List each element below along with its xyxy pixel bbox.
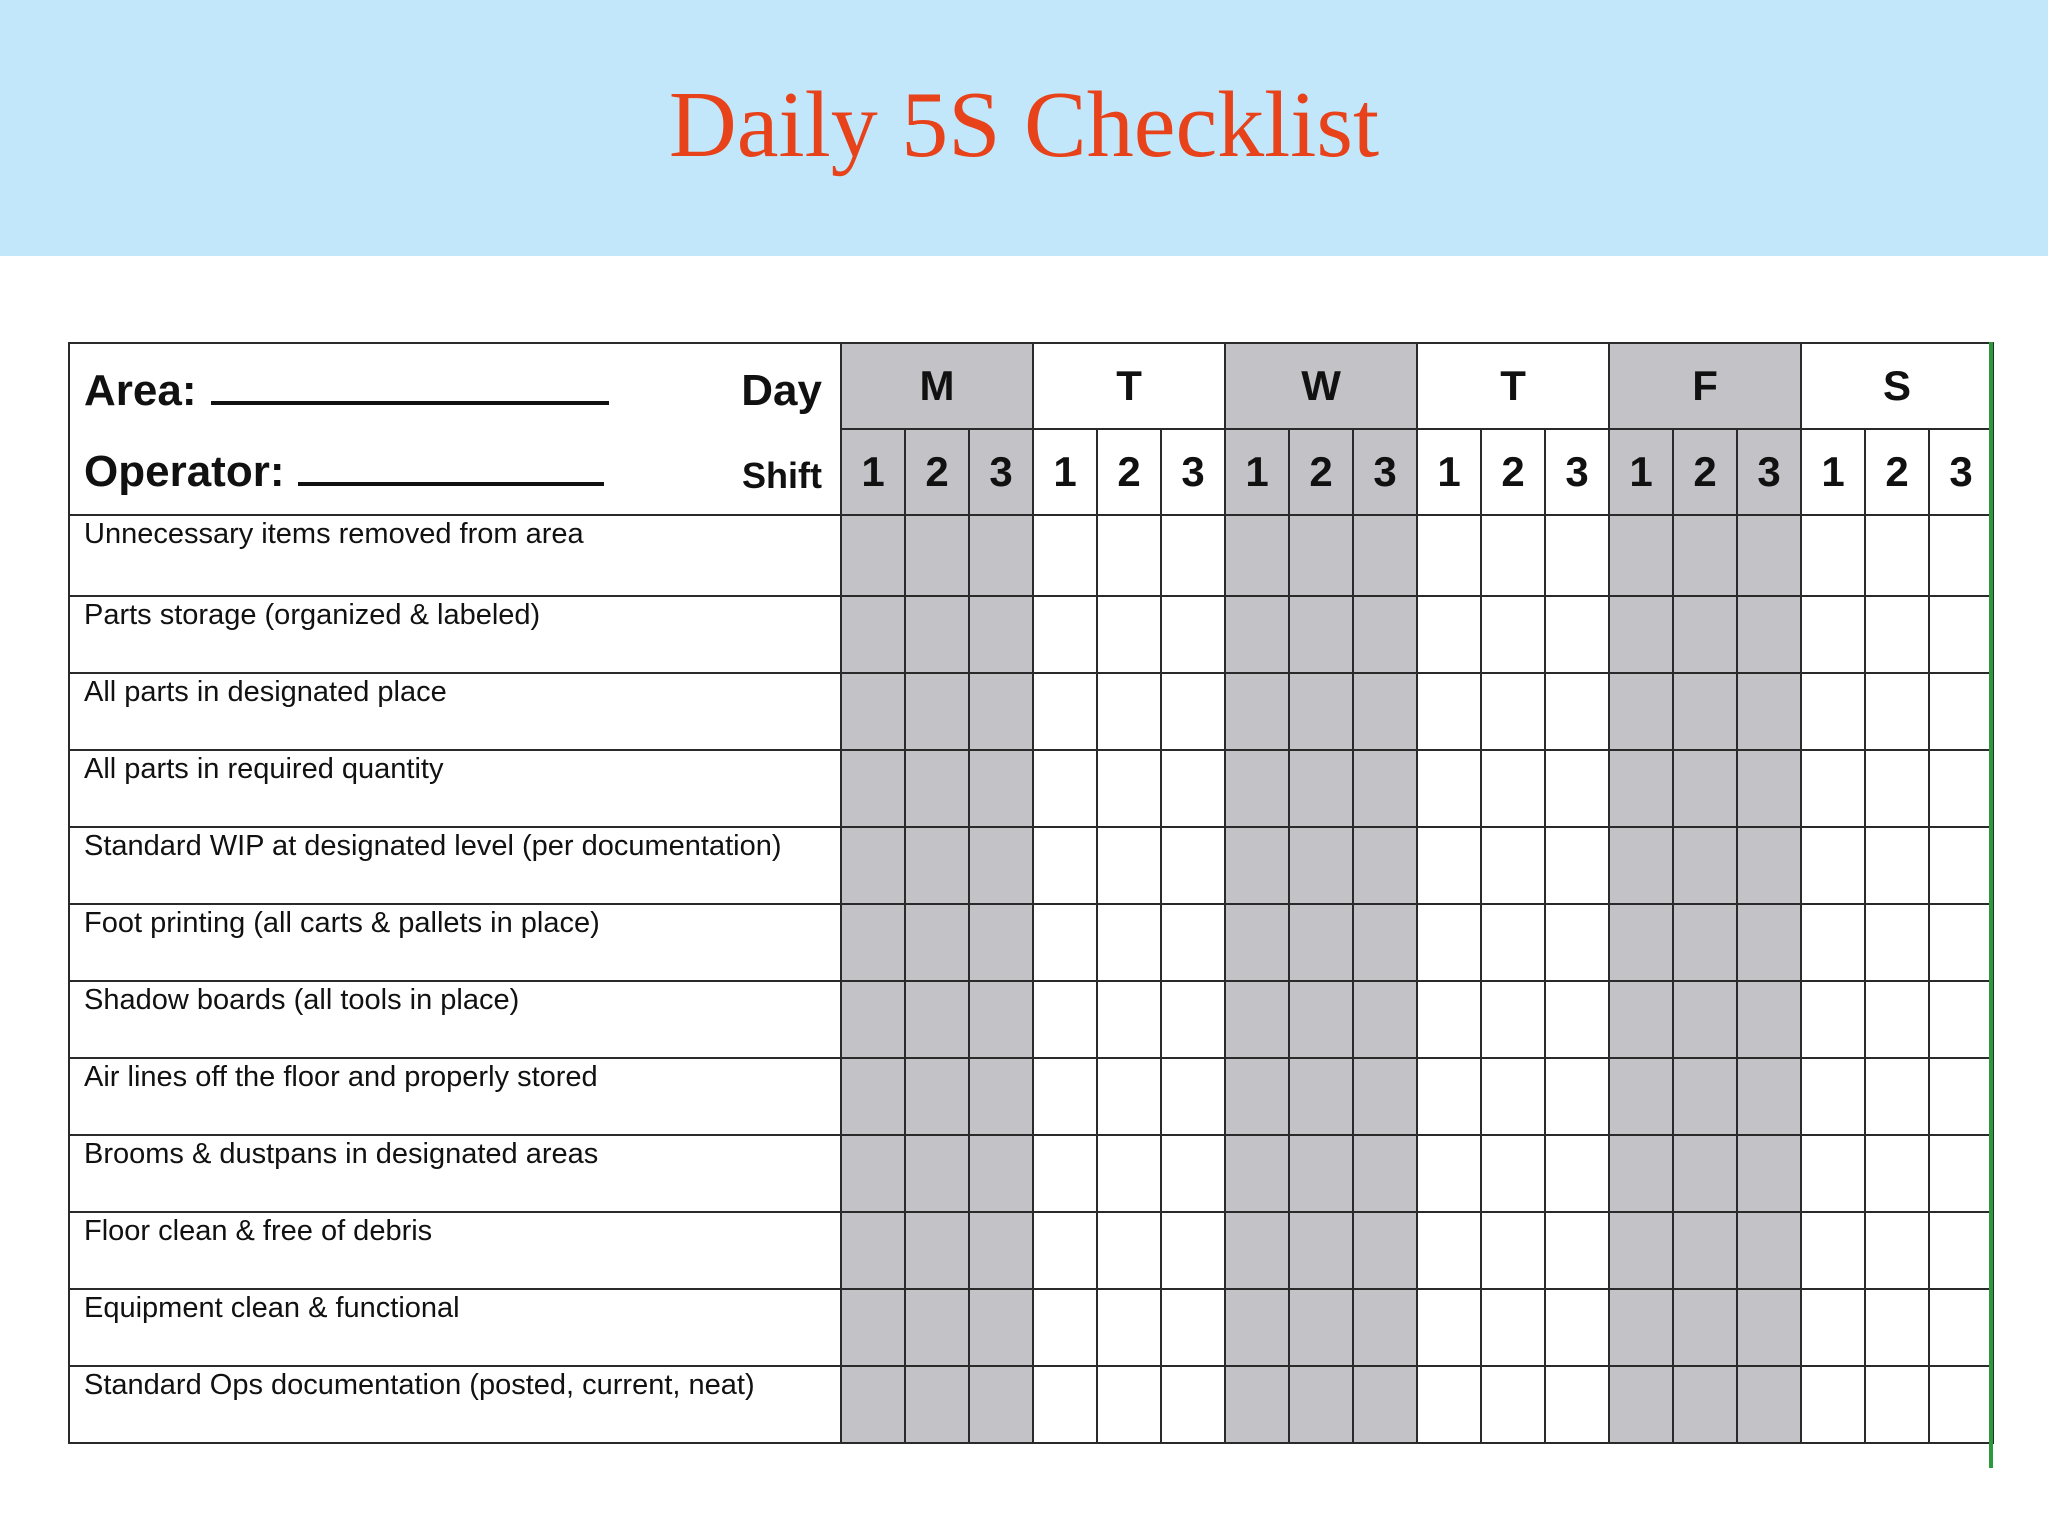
check-cell[interactable]: [905, 904, 969, 981]
shift-number: 3: [969, 429, 1033, 515]
check-cell[interactable]: [1097, 596, 1161, 673]
check-cell[interactable]: [1225, 515, 1289, 596]
checklist-item-label: All parts in designated place: [69, 673, 841, 750]
check-cell[interactable]: [1737, 1058, 1801, 1135]
check-cell[interactable]: [905, 981, 969, 1058]
check-cell[interactable]: [1353, 673, 1417, 750]
shift-label: Shift: [742, 455, 822, 496]
check-cell[interactable]: [1161, 596, 1225, 673]
check-cell[interactable]: [1289, 1058, 1353, 1135]
check-cell[interactable]: [841, 673, 905, 750]
check-cell[interactable]: [1225, 750, 1289, 827]
check-cell[interactable]: [1417, 1289, 1481, 1366]
check-cell[interactable]: [841, 981, 905, 1058]
check-cell[interactable]: [969, 673, 1033, 750]
shift-number: 1: [1033, 429, 1097, 515]
check-cell[interactable]: [1801, 515, 1865, 596]
shift-number: 1: [1225, 429, 1289, 515]
area-field[interactable]: [84, 366, 609, 416]
check-cell[interactable]: [1481, 1289, 1545, 1366]
check-cell[interactable]: [1609, 981, 1673, 1058]
checklist-item-label: All parts in required quantity: [69, 750, 841, 827]
check-cell[interactable]: [1929, 981, 1993, 1058]
check-cell[interactable]: [1865, 1135, 1929, 1212]
check-cell[interactable]: [1225, 1366, 1289, 1443]
check-cell[interactable]: [969, 750, 1033, 827]
check-cell[interactable]: [1417, 596, 1481, 673]
check-cell[interactable]: [1609, 596, 1673, 673]
check-cell[interactable]: [969, 515, 1033, 596]
check-cell[interactable]: [1033, 904, 1097, 981]
checklist-item-label: Standard WIP at designated level (per documentation): [69, 827, 841, 904]
check-cell[interactable]: [905, 827, 969, 904]
check-cell[interactable]: [1673, 673, 1737, 750]
check-cell[interactable]: [1289, 904, 1353, 981]
check-cell[interactable]: [1033, 515, 1097, 596]
check-cell[interactable]: [1609, 827, 1673, 904]
check-cell[interactable]: [1289, 1212, 1353, 1289]
check-cell[interactable]: [1481, 750, 1545, 827]
check-cell[interactable]: [1545, 596, 1609, 673]
check-cell[interactable]: [969, 1135, 1033, 1212]
shift-number: 2: [1865, 429, 1929, 515]
check-cell[interactable]: [1801, 1058, 1865, 1135]
check-cell[interactable]: [1673, 1058, 1737, 1135]
check-cell[interactable]: [1417, 673, 1481, 750]
check-cell[interactable]: [1929, 904, 1993, 981]
checklist-item-label: Floor clean & free of debris: [69, 1212, 841, 1289]
check-cell[interactable]: [1353, 1058, 1417, 1135]
operator-blank-line[interactable]: [298, 452, 604, 486]
check-cell[interactable]: [1481, 827, 1545, 904]
check-cell[interactable]: [1417, 1058, 1481, 1135]
checklist-row: [69, 1366, 1993, 1443]
check-cell[interactable]: [1353, 1366, 1417, 1443]
check-cell[interactable]: [905, 515, 969, 596]
check-cell[interactable]: [1673, 1366, 1737, 1443]
check-cell[interactable]: [1929, 596, 1993, 673]
check-cell[interactable]: [1673, 981, 1737, 1058]
check-cell[interactable]: [905, 596, 969, 673]
check-cell[interactable]: [1097, 827, 1161, 904]
check-cell[interactable]: [1545, 1135, 1609, 1212]
shift-number: 2: [1481, 429, 1545, 515]
shift-number: 2: [905, 429, 969, 515]
check-cell[interactable]: [1865, 827, 1929, 904]
check-cell[interactable]: [841, 1212, 905, 1289]
check-cell[interactable]: [1417, 1212, 1481, 1289]
shift-header-row: [69, 429, 1993, 515]
check-cell[interactable]: [841, 827, 905, 904]
day-header: T: [1417, 343, 1609, 429]
checklist-row: [69, 1212, 1993, 1289]
check-cell[interactable]: [1737, 904, 1801, 981]
check-cell[interactable]: [1289, 827, 1353, 904]
check-cell[interactable]: [841, 1135, 905, 1212]
check-cell[interactable]: [1353, 981, 1417, 1058]
check-cell[interactable]: [1865, 515, 1929, 596]
check-cell[interactable]: [1865, 981, 1929, 1058]
check-cell[interactable]: [1161, 1058, 1225, 1135]
check-cell[interactable]: [1865, 1366, 1929, 1443]
check-cell[interactable]: [1097, 1366, 1161, 1443]
check-cell[interactable]: [1737, 750, 1801, 827]
check-cell[interactable]: [1353, 750, 1417, 827]
right-edge-rule: [1989, 342, 1993, 1468]
check-cell[interactable]: [1161, 827, 1225, 904]
checklist-row: [69, 596, 1993, 673]
checklist-item-label: Equipment clean & functional: [69, 1289, 841, 1366]
check-cell[interactable]: [1481, 1366, 1545, 1443]
check-cell[interactable]: [1673, 1135, 1737, 1212]
shift-number: 3: [1737, 429, 1801, 515]
area-blank-line[interactable]: [211, 371, 609, 405]
check-cell[interactable]: [1225, 1289, 1289, 1366]
checklist-row: [69, 981, 1993, 1058]
check-cell[interactable]: [1097, 1289, 1161, 1366]
check-cell[interactable]: [1737, 596, 1801, 673]
checklist-table: [68, 342, 1994, 1444]
check-cell[interactable]: [1161, 750, 1225, 827]
check-cell[interactable]: [1289, 596, 1353, 673]
check-cell[interactable]: [1161, 515, 1225, 596]
check-cell[interactable]: [1609, 1212, 1673, 1289]
shift-number: 3: [1161, 429, 1225, 515]
check-cell[interactable]: [1545, 1366, 1609, 1443]
check-cell[interactable]: [1673, 904, 1737, 981]
check-cell[interactable]: [1033, 596, 1097, 673]
checklist-item-label: Shadow boards (all tools in place): [69, 981, 841, 1058]
check-cell[interactable]: [1225, 1058, 1289, 1135]
check-cell[interactable]: [969, 1289, 1033, 1366]
checklist-item-label: Parts storage (organized & labeled): [69, 596, 841, 673]
check-cell[interactable]: [969, 1366, 1033, 1443]
check-cell[interactable]: [969, 904, 1033, 981]
check-cell[interactable]: [1737, 981, 1801, 1058]
check-cell[interactable]: [1225, 1212, 1289, 1289]
check-cell[interactable]: [1417, 904, 1481, 981]
check-cell[interactable]: [1161, 1212, 1225, 1289]
check-cell[interactable]: [1289, 515, 1353, 596]
check-cell[interactable]: [1801, 904, 1865, 981]
day-header: W: [1225, 343, 1417, 429]
check-cell[interactable]: [1353, 827, 1417, 904]
day-header-row: [69, 343, 1993, 429]
check-cell[interactable]: [1609, 1135, 1673, 1212]
check-cell[interactable]: [1417, 981, 1481, 1058]
checklist-item-label: Air lines off the floor and properly stored: [69, 1058, 841, 1135]
check-cell[interactable]: [841, 750, 905, 827]
check-cell[interactable]: [1417, 515, 1481, 596]
check-cell[interactable]: [1225, 596, 1289, 673]
check-cell[interactable]: [1289, 1366, 1353, 1443]
check-cell[interactable]: [1929, 1058, 1993, 1135]
check-cell[interactable]: [1033, 1212, 1097, 1289]
check-cell[interactable]: [1737, 673, 1801, 750]
check-cell[interactable]: [1097, 515, 1161, 596]
day-label: Day: [741, 366, 822, 415]
check-cell[interactable]: [1225, 827, 1289, 904]
check-cell[interactable]: [1225, 673, 1289, 750]
check-cell[interactable]: [1353, 904, 1417, 981]
check-cell[interactable]: [841, 904, 905, 981]
check-cell[interactable]: [1161, 1135, 1225, 1212]
check-cell[interactable]: [1033, 750, 1097, 827]
check-cell[interactable]: [1737, 1289, 1801, 1366]
check-cell[interactable]: [1801, 1135, 1865, 1212]
check-cell[interactable]: [1929, 515, 1993, 596]
check-cell[interactable]: [1609, 1366, 1673, 1443]
check-cell[interactable]: [1353, 515, 1417, 596]
check-cell[interactable]: [1289, 1289, 1353, 1366]
check-cell[interactable]: [1033, 673, 1097, 750]
check-cell[interactable]: [841, 515, 905, 596]
check-cell[interactable]: [1801, 827, 1865, 904]
check-cell[interactable]: [1609, 904, 1673, 981]
check-cell[interactable]: [905, 750, 969, 827]
check-cell[interactable]: [1801, 596, 1865, 673]
check-cell[interactable]: [1545, 1289, 1609, 1366]
checklist-row: [69, 904, 1993, 981]
check-cell[interactable]: [1673, 750, 1737, 827]
checklist-item-label: Standard Ops documentation (posted, current, neat): [69, 1366, 841, 1443]
check-cell[interactable]: [1737, 1366, 1801, 1443]
shift-number: 1: [1417, 429, 1481, 515]
check-cell[interactable]: [1545, 827, 1609, 904]
check-cell[interactable]: [1417, 750, 1481, 827]
check-cell[interactable]: [969, 1212, 1033, 1289]
check-cell[interactable]: [1353, 1135, 1417, 1212]
check-cell[interactable]: [1865, 750, 1929, 827]
check-cell[interactable]: [1929, 1135, 1993, 1212]
check-cell[interactable]: [1865, 1212, 1929, 1289]
check-cell[interactable]: [1481, 904, 1545, 981]
check-cell[interactable]: [1033, 827, 1097, 904]
shift-number: 3: [1353, 429, 1417, 515]
check-cell[interactable]: [1481, 515, 1545, 596]
check-cell[interactable]: [1353, 1289, 1417, 1366]
check-cell[interactable]: [1673, 1289, 1737, 1366]
check-cell[interactable]: [1865, 1058, 1929, 1135]
check-cell[interactable]: [1865, 596, 1929, 673]
check-cell[interactable]: [1481, 1212, 1545, 1289]
shift-number: 2: [1097, 429, 1161, 515]
check-cell[interactable]: [1673, 596, 1737, 673]
checklist-row: [69, 515, 1993, 596]
check-cell[interactable]: [905, 1289, 969, 1366]
check-cell[interactable]: [1609, 515, 1673, 596]
check-cell[interactable]: [905, 1135, 969, 1212]
check-cell[interactable]: [1481, 673, 1545, 750]
check-cell[interactable]: [1609, 1289, 1673, 1366]
check-cell[interactable]: [1289, 981, 1353, 1058]
check-cell[interactable]: [1865, 904, 1929, 981]
shift-number: 1: [841, 429, 905, 515]
check-cell[interactable]: [1097, 750, 1161, 827]
check-cell[interactable]: [1161, 1366, 1225, 1443]
checklist-row: [69, 673, 1993, 750]
check-cell[interactable]: [1097, 981, 1161, 1058]
operator-shift-cell: [69, 429, 841, 515]
check-cell[interactable]: [969, 981, 1033, 1058]
check-cell[interactable]: [1609, 1058, 1673, 1135]
check-cell[interactable]: [1865, 673, 1929, 750]
area-label: Area:: [84, 366, 197, 415]
check-cell[interactable]: [1289, 1135, 1353, 1212]
check-cell[interactable]: [1161, 981, 1225, 1058]
check-cell[interactable]: [1801, 750, 1865, 827]
check-cell[interactable]: [1545, 515, 1609, 596]
check-cell[interactable]: [1097, 1212, 1161, 1289]
checklist-row: [69, 1058, 1993, 1135]
check-cell[interactable]: [1225, 904, 1289, 981]
check-cell[interactable]: [1737, 827, 1801, 904]
check-cell[interactable]: [1545, 1058, 1609, 1135]
check-cell[interactable]: [841, 1058, 905, 1135]
check-cell[interactable]: [1929, 673, 1993, 750]
check-cell[interactable]: [1033, 1135, 1097, 1212]
shift-number: 1: [1801, 429, 1865, 515]
check-cell[interactable]: [1737, 1135, 1801, 1212]
check-cell[interactable]: [1929, 750, 1993, 827]
check-cell[interactable]: [1161, 1289, 1225, 1366]
operator-field[interactable]: [84, 447, 604, 497]
check-cell[interactable]: [841, 596, 905, 673]
check-cell[interactable]: [1097, 1058, 1161, 1135]
check-cell[interactable]: [1929, 1366, 1993, 1443]
check-cell[interactable]: [1545, 904, 1609, 981]
check-cell[interactable]: [1609, 750, 1673, 827]
check-cell[interactable]: [1097, 904, 1161, 981]
checklist-row: [69, 1135, 1993, 1212]
check-cell[interactable]: [1097, 673, 1161, 750]
shift-number: 1: [1609, 429, 1673, 515]
check-cell[interactable]: [1929, 827, 1993, 904]
check-cell[interactable]: [1609, 673, 1673, 750]
check-cell[interactable]: [1481, 1135, 1545, 1212]
check-cell[interactable]: [1929, 1212, 1993, 1289]
check-cell[interactable]: [1801, 1366, 1865, 1443]
check-cell[interactable]: [1545, 673, 1609, 750]
operator-label: Operator:: [84, 447, 285, 496]
check-cell[interactable]: [1481, 596, 1545, 673]
checklist-row: [69, 750, 1993, 827]
check-cell[interactable]: [1801, 1289, 1865, 1366]
check-cell[interactable]: [1353, 596, 1417, 673]
check-cell[interactable]: [1161, 904, 1225, 981]
check-cell[interactable]: [905, 1366, 969, 1443]
check-cell[interactable]: [1801, 1212, 1865, 1289]
check-cell[interactable]: [841, 1289, 905, 1366]
check-cell[interactable]: [1673, 1212, 1737, 1289]
check-cell[interactable]: [1801, 673, 1865, 750]
checklist-item-label: Brooms & dustpans in designated areas: [69, 1135, 841, 1212]
check-cell[interactable]: [1801, 981, 1865, 1058]
area-day-cell: [69, 343, 841, 429]
check-cell[interactable]: [1097, 1135, 1161, 1212]
check-cell[interactable]: [1289, 750, 1353, 827]
check-cell[interactable]: [1737, 515, 1801, 596]
check-cell[interactable]: [1929, 1289, 1993, 1366]
shift-number: 2: [1289, 429, 1353, 515]
checklist-item-label: Foot printing (all carts & pallets in place): [69, 904, 841, 981]
check-cell[interactable]: [1353, 1212, 1417, 1289]
check-cell[interactable]: [1225, 981, 1289, 1058]
day-header: M: [841, 343, 1033, 429]
check-cell[interactable]: [1033, 1366, 1097, 1443]
check-cell[interactable]: [1545, 981, 1609, 1058]
check-cell[interactable]: [1673, 515, 1737, 596]
check-cell[interactable]: [1673, 827, 1737, 904]
check-cell[interactable]: [1417, 827, 1481, 904]
check-cell[interactable]: [905, 673, 969, 750]
check-cell[interactable]: [1033, 1058, 1097, 1135]
page-title: Daily 5S Checklist: [668, 73, 1380, 177]
check-cell[interactable]: [841, 1366, 905, 1443]
check-cell[interactable]: [905, 1212, 969, 1289]
check-cell[interactable]: [1289, 673, 1353, 750]
check-cell[interactable]: [1545, 750, 1609, 827]
check-cell[interactable]: [1225, 1135, 1289, 1212]
check-cell[interactable]: [1033, 1289, 1097, 1366]
check-cell[interactable]: [905, 1058, 969, 1135]
shift-number: 2: [1673, 429, 1737, 515]
check-cell[interactable]: [1545, 1212, 1609, 1289]
shift-number: 3: [1929, 429, 1993, 515]
check-cell[interactable]: [1417, 1135, 1481, 1212]
shift-number: 3: [1545, 429, 1609, 515]
check-cell[interactable]: [1417, 1366, 1481, 1443]
check-cell[interactable]: [969, 596, 1033, 673]
check-cell[interactable]: [969, 827, 1033, 904]
check-cell[interactable]: [969, 1058, 1033, 1135]
check-cell[interactable]: [1481, 1058, 1545, 1135]
day-header: S: [1801, 343, 1993, 429]
check-cell[interactable]: [1033, 981, 1097, 1058]
check-cell[interactable]: [1865, 1289, 1929, 1366]
check-cell[interactable]: [1481, 981, 1545, 1058]
check-cell[interactable]: [1737, 1212, 1801, 1289]
day-header: T: [1033, 343, 1225, 429]
checklist-row: [69, 827, 1993, 904]
day-header: F: [1609, 343, 1801, 429]
checklist-row: [69, 1289, 1993, 1366]
checklist-item-label: Unnecessary items removed from area: [69, 515, 841, 596]
check-cell[interactable]: [1161, 673, 1225, 750]
